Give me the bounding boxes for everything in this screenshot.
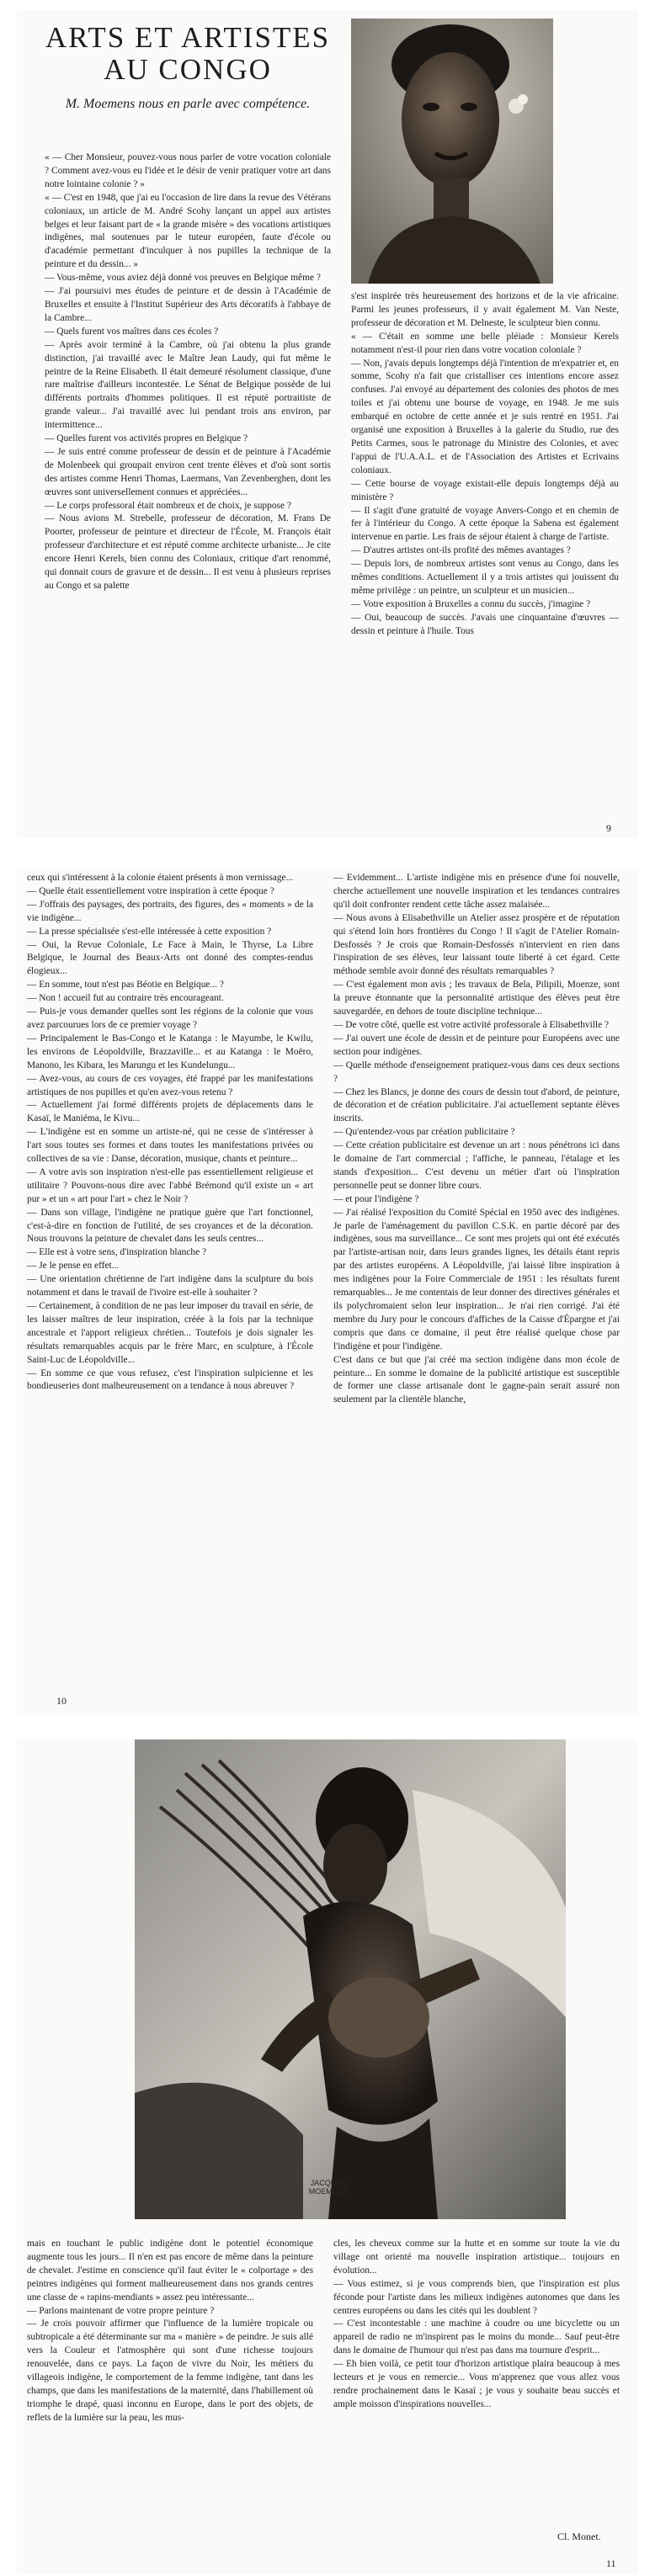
paragraph: — Certainement, à condition de ne pas leur imposer du travail en série, de les laisser maîtres de leur inspiration, créée à la fois par la technique ancestrale et l'apport religieux chrétien... Toutefois je dois signaler les résultats remarquables acquis par le frère Marc, en sculpture, à l'École Saint-Luc de Léopoldville... xyxy=(27,1301,313,1365)
paragraph: — Nous avons à Elisabethville un Atelier assez prospère et de réputation qui s'étend loin hors frontières du Congo ! Il s'agit de l'Atelier Romain-Desfossés ? Je crois que Romain-Desfossés n'intervient en rien dans l'inspiration de ses élèves, leur laissant toute liberté à cet égard. Cette méthode semble avoir donné des résultats remarquables ? xyxy=(333,912,620,977)
article-title xyxy=(45,22,331,86)
paragraph: — L'indigène est en somme un artiste-né, qui ne cesse de s'intéresser à l'art sous toutes ses formes et dans toutes les manifestations privées ou collectives de sa vie : Danse, décoration, musique, chants et peinture... xyxy=(27,1127,313,1165)
paragraph: — et pour l'indigène ? xyxy=(333,1193,419,1204)
paragraph: — Non ! accueil fut au contraire très encourageant. xyxy=(27,993,224,1004)
paragraph: ceux qui s'intéressent à la colonie étaient présents à mon vernissage... xyxy=(27,873,294,883)
paragraph: — Je crois pouvoir affirmer que l'influence de la lumière tropicale ou subtropicale a été déterminante sur ma « manière » de peindre. Je suis allé vers la Couleur et l'atmosphère qui sont d'une richesse toujours renouvelée, dans ce pays. La façon de vivre du Noir, les métiers du villageois indigène, le comportement de la femme indigène, tant dans les champs, que dans les manifestations de la maternité, dans l'habillement où triomphe le drapé, quasi inconnu en Europe, dans le port des objets, de reflets de la lumière sur la peau, les mus- xyxy=(27,2318,313,2423)
paragraph: — A votre avis son inspiration n'est-elle pas essentiellement religieuse et utilitaire ? Pouvons-nous dire avec l'abbé Brémond qu'il existe un « art pur » et un « art pour l'art » chez le Noir ? xyxy=(27,1166,313,1204)
paragraph: — D'autres artistes ont-ils profité des mêmes avantages ? xyxy=(351,545,571,556)
column-right xyxy=(333,2238,620,2412)
painting-reproduction xyxy=(135,1739,566,2219)
paragraph: — J'ai ouvert une école de dessin et de peinture pour Européens avec une section pour indigènes. xyxy=(333,1033,620,1057)
title-line-1: ARTS ET ARTISTES xyxy=(45,21,331,54)
article-lead: M. Moemens nous en parle avec compétence. xyxy=(65,97,311,111)
paragraph: — Vous estimez, si je vous comprends bien, que l'inspiration est plus féconde pour l'artiste dans les milieux indigènes autonomes que dans les centres européens ou dans les cités qui les doublent ? xyxy=(333,2278,620,2316)
painting-signature: JACQUES MOEMENS xyxy=(308,2179,349,2196)
paragraph: mais en touchant le public indigène dont le potentiel économique augmente tous les jours... Il n'en est pas encore de même dans la peinture de chevalet. J'estime en conscience qu'il faut éviter le « colportage » des peintres indigènes qui forment malheureusement dans nos grands centres une classe de « rapins-mendiants » assez peu intéressante... xyxy=(27,2239,313,2302)
column-left xyxy=(27,2238,313,2425)
paragraph: « — C'était en somme une belle pléiade : Monsieur Kerels notamment n'est-il pour rien dans votre vocation coloniale ? xyxy=(351,331,619,355)
portrait-photo xyxy=(351,19,553,284)
paragraph: — Cette création publicitaire est devenue un art : nous pénétrons ici dans le domaine de l'art commercial ; l'affiche, le panneau, l'étalage et les stands d'exposition... C'est devenu un métier d'art où l'inspiration personnelle peut se donner libre cours. xyxy=(333,1140,620,1191)
paragraph: — Je le pense en effet... xyxy=(27,1261,120,1272)
paragraph: — Qu'entendez-vous par création publicitaire ? xyxy=(333,1127,515,1138)
paragraph: — Dans son village, l'indigène ne pratique guère que l'art fonctionnel, c'est-à-dire en fonction de l'utilité, de ses croyances et de la décoration. Nous trouvons la peinture de chevalet dans les seuls centres... xyxy=(27,1207,313,1245)
paragraph: — De votre côté, quelle est votre activité professorale à Elisabethville ? xyxy=(333,1019,610,1030)
paragraph: cles, les cheveux comme sur la hutte et en somme sur toute la vie du village ont orienté ma nouvelle inspiration artistique... toujours en évolution... xyxy=(333,2239,620,2276)
magazine-page-10 xyxy=(17,868,638,1716)
paragraph: — Quelles furent vos activités propres en Belgique ? xyxy=(45,433,248,444)
paragraph: — Oui, la Revue Coloniale, Le Face à Main, le Thyrse, La Libre Belgique, le Journal des Beaux-Arts ont donné des comptes-rendus élogieux... xyxy=(27,939,313,977)
column-right xyxy=(333,872,620,1407)
column-left xyxy=(45,151,331,593)
paragraph: — J'ai réalisé l'exposition du Comité Spécial en 1950 avec des indigènes. Je parle de l'aménagement du pavillon C.S.K. en partie décoré par des indigènes, sous ma surveillance... Ce sont mes projets qui ont été exécutés par l'artiste-artisan noir, dans leurs grandes lignes, les détails étant repris par des artistes européens. A Léopoldville, j'ai laissé libre inspiration à mes indigènes pour la Foire Commerciale de 1951 : les résultats furent remarquables... Je me contentais de leur donner des directives générales et ils polychromaient selon leur inspiration... Je n'ai rien corrigé. J'ai été membre du Jury pour le concours d'affiches de la Caisse d'Épargne et j'ai compris que dans ce domaine, il peut être réalisé quelque chose par l'indigène et pour l'indigène. xyxy=(333,1207,620,1352)
paragraph: — Actuellement j'ai formé différents projets de déplacements dans le Kasaï, le Maniéma, le Kivu... xyxy=(27,1100,313,1124)
paragraph: — Le corps professoral était nombreux et de choix, je suppose ? xyxy=(45,500,291,511)
paragraph: — J'offrais des paysages, des portraits, des figures, des « moments » de la vie indigène... xyxy=(27,899,313,923)
column-right xyxy=(351,290,619,639)
paragraph: C'est dans ce but que j'ai créé ma section indigène dans mon école de peinture... En somme le domaine de la publicité artistique est susceptible de former une classe artisanale dont le gagne-pain serait assuré non seulement par la clientèle blanche, xyxy=(333,1354,620,1405)
paragraph: — Oui, beaucoup de succès. J'avais une cinquantaine d'œuvres — dessin et peinture à l'huile. Tous xyxy=(351,612,619,636)
paragraph: — Puis-je vous demander quelles sont les régions de la colonie que vous avez parcourues lors de ce premier voyage ? xyxy=(27,1006,313,1030)
paragraph: s'est inspirée très heureusement des horizons et de la vie africaine. Parmi les jeunes professeurs, il y avait également M. Van Neste, professeur de décoration et M. Delneste, le sculpteur bien connu. xyxy=(351,291,619,328)
paragraph: — En somme, tout n'est pas Béotie en Belgique... ? xyxy=(27,980,224,991)
page-number: 11 xyxy=(606,2557,616,2569)
paragraph: — Evidemment... L'artiste indigène mis en présence d'une foi nouvelle, cherche actuellement une nouvelle inspiration et les tendances contraires qu'il doit confronter rendent cette tâche assez malaisée... xyxy=(333,873,620,910)
paragraph: — Parlons maintenant de votre propre peinture ? xyxy=(27,2305,215,2316)
paragraph: — Quelle était essentiellement votre inspiration à cette époque ? xyxy=(27,885,274,896)
paragraph: — Avez-vous, au cours de ces voyages, été frappé par les manifestations artistiques de nos pupilles et qu'en avez-vous retenu ? xyxy=(27,1073,313,1097)
title-line-2: AU CONGO xyxy=(104,53,272,86)
magazine-page-11 xyxy=(17,1739,638,2574)
paragraph: — Une orientation chrétienne de l'art indigène dans la sculpture du bois notamment et dans le travail de l'ivoire est-elle à souhaiter ? xyxy=(27,1274,313,1299)
paragraph: — C'est également mon avis ; les travaux de Bela, Pilipili, Moenze, sont la preuve étonnante que la personnalité artistique des élèves peut être sauvegardée, en dehors de toute discipline technique... xyxy=(333,980,620,1017)
paragraph: — Principalement le Bas-Congo et le Katanga : le Mayumbe, le Kwilu, les environs de Léopoldville, Brazzaville... et au Katanga : le Moëro, Manono, les Kibara, les Marungu et les Kundelungu... xyxy=(27,1033,313,1070)
paragraph: — C'est incontestable : une machine à coudre ou une bicyclette ou un appareil de radio ne m'inspirent pas le moins du monde... Sauf peut-être dans le domaine de l'humour qui n'est pas dans ma tournure d'esprit... xyxy=(333,2318,620,2356)
paragraph: — Votre exposition à Bruxelles a connu du succès, j'imagine ? xyxy=(351,598,591,609)
page-number: 9 xyxy=(606,822,611,834)
paragraph: — Non, j'avais depuis longtemps déjà l'intention de m'expatrier et, en somme, Scohy n'a fait que cristalliser ces intentions encore assez confuses. J'ai envoyé au département des colonies des photos de mes toiles et j'ai obtenu une bourse de voyage, en 1948. Je me suis embarqué en octobre de cette année et je suis rentré en 1951. J'ai organisé une exposition à Bruxelles à la galerie du Studio, rue des Petits Carmes, sous le patronage du Ministre des Colonies, et avec l'appui de l'U.A.A.L. et de l'Association des Artistes et Ecrivains coloniaux. xyxy=(351,358,619,475)
paragraph: « — Cher Monsieur, pouvez-vous nous parler de votre vocation coloniale ? Comment avez-vous eu l'idée et le désir de venir pratiquer votre art dans notre lointaine colonie ? » xyxy=(45,152,331,189)
paragraph: — Quelle méthode d'enseignement pratiquez-vous dans ces deux sections ? xyxy=(333,1060,620,1084)
paragraph: — Il s'agit d'une gratuité de voyage Anvers-Congo et en chemin de fer à l'intérieur du Congo. A cette époque la Sabena est également intervenue en partie. Les frais de séjour étaient à charge de l'artiste. xyxy=(351,505,619,543)
magazine-page-9 xyxy=(17,10,638,838)
paragraph: « — C'est en 1948, que j'ai eu l'occasion de lire dans la revue des Vétérans coloniaux, un article de M. André Scohy lançant un appel aux artistes belges et leur faisant part de « la grande misère » des vocations artistiques indigènes, mal soutenues par le tuteur européen, faute d'école ou d'académie permettant d'inculquer à nos pupilles la technique de la peinture et du dessin... » xyxy=(45,192,331,270)
paragraph: — La presse spécialisée s'est-elle intéressée à cette exposition ? xyxy=(27,926,272,937)
paragraph: — J'ai poursuivi mes études de peinture et de dessin à l'Académie de Bruxelles et ensuite à l'Institut Supérieur des Arts décoratifs à l'abbaye de la Cambre... xyxy=(45,286,331,323)
page-number: 10 xyxy=(56,1695,67,1707)
paragraph: — Cette bourse de voyage existait-elle depuis longtemps déjà au ministère ? xyxy=(351,478,619,502)
paragraph: — Quels furent vos maîtres dans ces écoles ? xyxy=(45,326,219,337)
paragraph: — Eh bien voilà, ce petit tour d'horizon artistique plaira beaucoup à mes lecteurs et je vous en remercie... Vous m'apprenez que vous allez vous rendre prochainement dans le Kasaï ; je vous y souhaite beau succès et ample moisson d'inspirations nouvelles... xyxy=(333,2359,620,2409)
column-left xyxy=(27,872,313,1394)
author-signature: Cl. Monet. xyxy=(557,2531,601,2542)
paragraph: — Elle est à votre sens, d'inspiration blanche ? xyxy=(27,1247,207,1258)
paragraph: — Chez les Blancs, je donne des cours de dessin tout d'abord, de peinture, de décoration et de création publicitaire. J'ai actuellement septante élèves inscrits. xyxy=(333,1086,620,1124)
paragraph: — Je suis entré comme professeur de dessin et de peinture à l'Académie de Molenbeek qui groupait environ cent trente élèves et d'où sont sortis des artistes comme Henri Thomas, Laermans, Van Zevenberghen, dont les œuvres sont universellement connues et appréciées... xyxy=(45,446,331,497)
paragraph: — Vous-même, vous aviez déjà donné vos preuves en Belgique même ? xyxy=(45,273,321,284)
paragraph: — Nous avions M. Strebelle, professeur de décoration, M. Frans De Poorter, professeur de peinture et directeur de l'École, M. François était professeur d'architecture et est réputé comme architecte urbaniste... Je cite encore Henri Kerels, bien connu des Coloniaux, critique d'art renommé, qui donnait cours de gravure et de dessin... Il est venu à plusieurs reprises au Congo et sa palette xyxy=(45,513,331,591)
paragraph: — Depuis lors, de nombreux artistes sont venus au Congo, dans les mêmes conditions. Actuellement il y a trois artistes qui jouissent du même privilège : un peintre, un sculpteur et un musicien... xyxy=(351,559,619,596)
paragraph: — En somme ce que vous refusez, c'est l'inspiration sulpicienne et les bondieuseries dont malheureusement on a tendance à nous abreuver ? xyxy=(27,1368,313,1392)
paragraph: — Après avoir terminé à la Cambre, où j'ai obtenu la plus grande distinction, j'ai travaillé avec le Maître Jean Laudy, qui fut même le peintre de la Reine Elisabeth. Il était demeuré résolument classique, d'une rare maîtrise d'ailleurs incontestée. Le Sénat de Belgique possède de lui différents portraits d'hommes politiques. Il est réputé portraitiste de grande valeur... J'ai travaillé avec lui pendant trois ans environ, par intermittence... xyxy=(45,339,331,431)
